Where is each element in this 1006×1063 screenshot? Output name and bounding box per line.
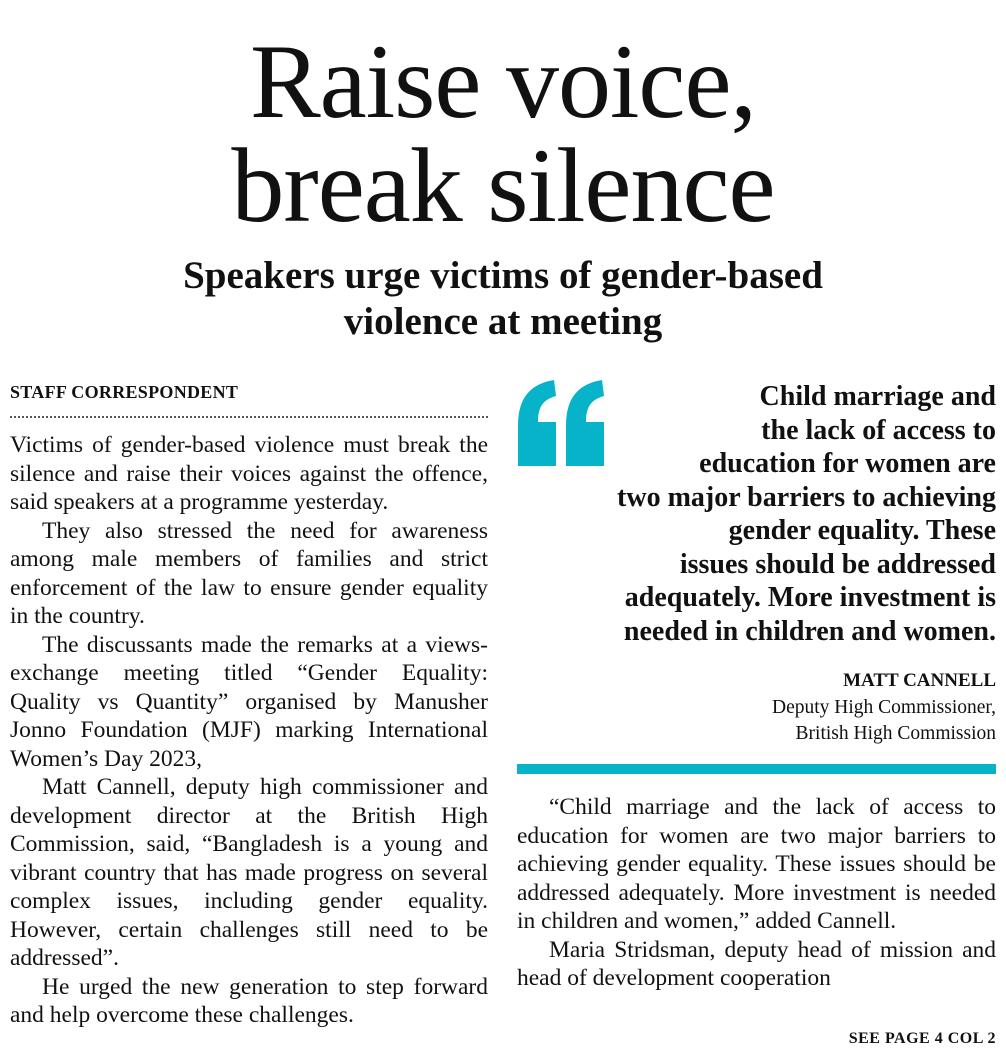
paragraph: Matt Cannell, deputy high commissioner and development director at the British High Commission, said, “Bangladesh is a young and vibrant country that has made progress on several complex issues, including gender equality. However, certain challenges still need to be addressed”. (10, 774, 488, 971)
headline-line-2: break silence (231, 127, 775, 244)
pull-quote-line: education for women are (699, 448, 996, 479)
pull-quote-line: needed in children and women. (623, 615, 996, 647)
pull-quote-line: two major barriers to achieving (617, 481, 996, 513)
continuation-reference[interactable]: SEE PAGE 4 COL 2 (848, 1030, 996, 1047)
byline-divider (10, 416, 488, 418)
pull-quote-speaker-name: MATT CANNELL (843, 670, 996, 691)
paragraph: “Child marriage and the lack of access to education for women are two major barriers to achieving gender equality. These issues should be addressed adequately. More investment is needed in children and women,” added Cannell. (517, 794, 996, 934)
pull-quote-divider (517, 764, 996, 774)
paragraph: Victims of gender-based violence must break the silence and raise their voices against the offence, said speakers at a programme yesterday. (10, 432, 488, 515)
paragraph: He urged the new generation to step forward and help overcome these challenges. (10, 973, 488, 1028)
paragraph: They also stressed the need for awareness among male members of families and strict enforcement of the law to ensure gender equality in the country. (10, 517, 488, 629)
headline-line-1: Raise voice, (249, 23, 757, 140)
pull-quote (520, 380, 996, 648)
subheadline-line-1: Speakers urge victims of gender-based (183, 254, 823, 297)
byline: STAFF CORRESPONDENT (10, 382, 239, 402)
pull-quote-line: the lack of access to (761, 414, 996, 446)
pull-quote-line: adequately. More investment is (624, 582, 996, 613)
speaker-title-line-1: Deputy High Commissioner, (771, 697, 996, 718)
subheadline (0, 253, 1006, 345)
article-column-right (517, 793, 996, 993)
paragraph: The discussants made the remarks at a views-exchange meeting titled “Gender Equality: Quality vs Quantity” organised by Manusher Jonno Foundation (MJF) marking International Women’s Day 2023, (10, 631, 488, 772)
pull-quote-line: Child marriage and (759, 381, 996, 412)
headline (0, 23, 1006, 244)
speaker-title-line-2: British High Commission (795, 723, 996, 744)
pull-quote-line: issues should be addressed (679, 548, 996, 580)
pull-quote-speaker-title (600, 695, 996, 747)
pull-quote-line: gender equality. These (728, 515, 996, 546)
paragraph: Maria Stridsman, deputy head of mission and head of development cooperation (517, 936, 996, 991)
article-column-left (10, 431, 488, 1030)
subheadline-line-2: violence at meeting (343, 300, 663, 343)
